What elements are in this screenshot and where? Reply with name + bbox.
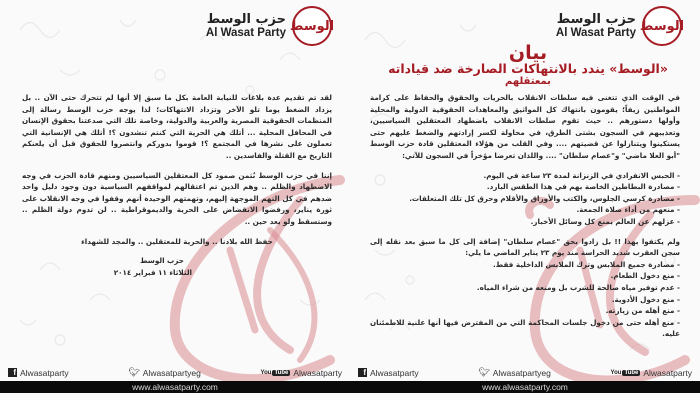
youtube-icon: You Tube xyxy=(260,369,289,376)
facebook-icon: f xyxy=(358,368,367,377)
party-name-english: Al Wasat Party xyxy=(555,26,636,39)
list-item: - منعهم من أداء صلاة الجمعة. xyxy=(370,204,680,216)
statement-body xyxy=(370,92,680,348)
party-name-arabic: حزب الوسط xyxy=(556,12,636,28)
list-item: - الحبس الانفرادي في الزنزانة لمدة ٢٣ ساعة في اليوم. xyxy=(370,170,680,182)
list-item: - منع أهله حتى من دخول جلسات المحاكمة التي من المفترض فيها أنها علنية للاطمئنان عليه. xyxy=(370,317,680,340)
twitter-bird-icon: 🐦︎ xyxy=(478,367,490,377)
list-item: - مصادرة البطاطين الخاصة بهم في هذا الطقس البارد. xyxy=(370,181,680,193)
list-item: - منع دخول الطعام. xyxy=(370,270,680,282)
statement-title xyxy=(370,44,686,88)
paragraph: لقد تم تقديم عدة بلاغات للنيابة العامة بكل ما سبق إلا أنها لم تتحرك حتى الآن .. بل يزداد الضغط يوما تلو الآخر وتزداد الانتهاكات؛ لذا يوجه حزب الوسط رسالة إلى المنظمات الحقوقية المصرية والعربية والدولية، وخاصة تلك التي صدعتنا بحقوق الإنسان في المحافل المحلية ... أتلك هي الحرية التي كنتم تنشدون ؟! أتلك هي الإنسانية التي تعملون على نشرها في المجتمع ؟! قوموا بدوركم وانتصروا للحقوق قبل أن يلعنكم التاريخ مع القتلة والفاسدين .. xyxy=(22,93,332,160)
party-logo: الوسط xyxy=(292,6,332,46)
list-item: - مصادرة كرسي الجلوس، والكتب والأوراق والأقلام وحرق كل تلك المتعلقات. xyxy=(370,193,680,205)
closing-line: حفظ الله بلادنا .. والحرية للمعتقلين .. والمجد للشهداء xyxy=(81,236,273,246)
list-item: - منع دخول الأدوية. xyxy=(370,294,680,306)
social-links xyxy=(358,367,692,378)
title-headline-cont: بمعتقلهم xyxy=(505,76,551,87)
statement-date: الثلاثاء ١١ فبراير ٢٠١٤ xyxy=(113,267,192,277)
facebook-icon: f xyxy=(8,368,17,377)
twitter-link[interactable]: 🐦︎ Alwasatpartyeg xyxy=(478,367,551,378)
youtube-link[interactable]: You Tube Alwasatparty xyxy=(260,367,342,378)
list-item: - منع أهله من زيارته. xyxy=(370,305,680,317)
social-links xyxy=(8,367,342,378)
youtube-icon: You Tube xyxy=(610,369,639,376)
title-headline: «الوسط» يندد بالانتهاكات الصارخة ضد قياداته xyxy=(388,61,668,76)
signature-block xyxy=(113,255,332,278)
twitter-link[interactable]: 🐦︎ Alwasatpartyeg xyxy=(128,367,201,378)
list-item: - مصادرة جميع الملابس وترك الملابس الداخلية فقط. xyxy=(370,259,680,271)
violations-list xyxy=(370,170,680,228)
party-name-arabic: حزب الوسط xyxy=(206,12,286,28)
facebook-link[interactable]: f Alwasatparty xyxy=(358,368,419,378)
title-statement: بيان xyxy=(508,42,548,64)
website-link[interactable]: www.alwasatparty.com xyxy=(482,382,568,392)
violations-list-2 xyxy=(370,259,680,340)
twitter-bird-icon: 🐦︎ xyxy=(128,367,140,377)
paragraph: إننا في حزب الوسط نُثمن صمود كل المعتقلين السياسيين ومنهم قادة الحزب في وجه الاضطهاد والظلم .. وهم الذين تم اعتقالهم لمواقفهم السياسية دون وجود دليل واحد ضدهم في كل التهم الموجهة إليهم، وتهمتهم الوحيدة أنهم وقفوا في وجه الانقلاب على ثورة يناير، ورفضوا الانقضاض على الحرية والديموقراطية .. لن تدوم دولة الظلم .. وستسقط ولو بعد حين .. xyxy=(22,170,332,226)
website-footer xyxy=(0,381,350,393)
statement-body-continued xyxy=(22,92,332,278)
party-name-english: Al Wasat Party xyxy=(205,26,286,39)
list-item: - عزلهم عن العالم بمنع كل وسائل الأخبار. xyxy=(370,216,680,228)
party-logo: الوسط xyxy=(642,6,682,46)
youtube-link[interactable]: You Tube Alwasatparty xyxy=(610,367,692,378)
website-link[interactable]: www.alwasatparty.com xyxy=(132,382,218,392)
list-item: - عدم توفير مياه صالحة للشرب بل ومنعه من شراء المياه. xyxy=(370,282,680,294)
party-header xyxy=(205,6,335,46)
signature: حزب الوسط xyxy=(140,256,184,266)
website-footer xyxy=(350,381,700,393)
statement-page-1 xyxy=(350,0,700,400)
intro-paragraph: في الوقت الذي تتغنى فيه سلطات الانقلاب بالحريات والحقوق والحفاظ على كرامة المواطنين زيفاً؛ يقومون بانتهاك كل المواثيق والمعاهدات الحقوقية الدولية والمحلية وأولها دستورهم .. حيث تقوم سلطات الانقلاب باضطهاد المعتقلين السياسيين، وتعذيبهم في السجون بشتى الطرق، في محاولة لكسر إرادتهم والضغط عليهم حتى يستكينوا ويتنازلوا عن قضيتهم .... وفي القلب من هؤلاء المعتقلين قادة حزب الوسط "أبو العلا ماضي" و"عصام سلطان" .... واللذان تعرضا مؤخراً في السجون للآتي: xyxy=(370,93,680,160)
middle-paragraph: ولم يكتفوا بهذا !! بل زادوا بحق "عصام سلطان" إضافة إلى كل ما سبق بعد نقله إلى سجن العقرب شديد الحراسة منذ يوم ٢٣ يناير الماضي ما يلي: xyxy=(370,236,680,258)
facebook-link[interactable]: f Alwasatparty xyxy=(8,368,69,378)
party-header xyxy=(555,6,685,46)
